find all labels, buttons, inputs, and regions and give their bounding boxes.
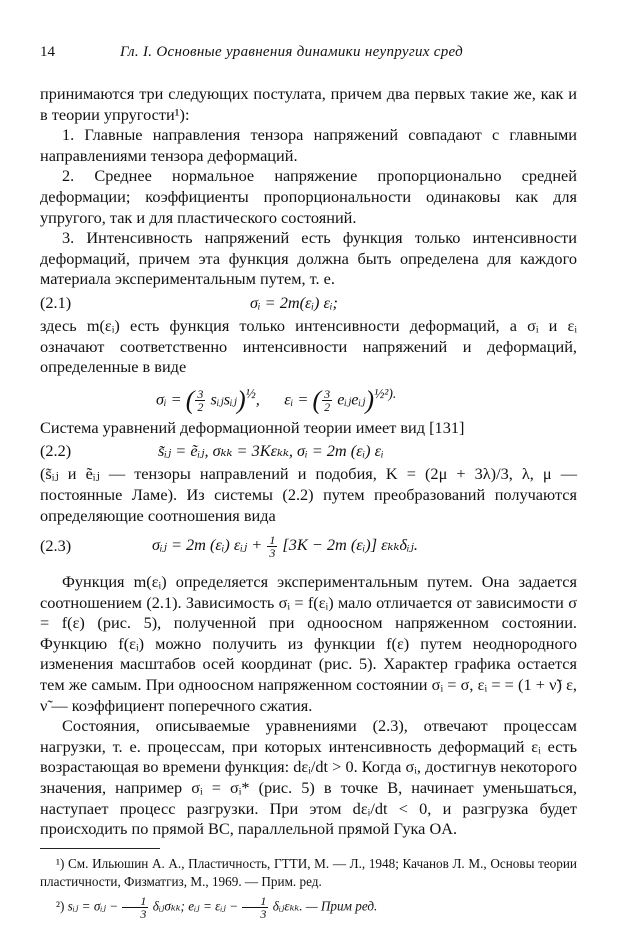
equation-body: σᵢ = 2m(εᵢ) εᵢ;: [250, 292, 338, 312]
running-title: Гл. I. Основные уравнения динамики неупругих сред: [120, 44, 464, 60]
paragraph-definition: здесь m(εᵢ) есть функция только интенсивности деформаций, а σᵢ и εᵢ означают соответственно интенсивности напряжений и деформаций, определенные в виде: [40, 315, 577, 377]
paragraph-loading: Состояния, описываемые уравнениями (2.3), отвечают процессам нагрузки, т. е. процессам, при которых интенсивность деформаций εᵢ есть возрастающая во времени функция: dεᵢ/dt > 0. Когда σᵢ, достигнув некоторого значения, например σᵢ = σᵢ* (рис. 5) в точке B, начинает уменьшаться, наступает процесс разгрузки. При этом dεᵢ/dt < 0, и разгрузка будет происходить по прямой BC, параллельной прямой Гука OA.: [40, 716, 577, 839]
exponent-half: ½: [245, 385, 256, 401]
eps-def-product: eᵢⱼeᵢⱼ: [337, 389, 366, 409]
page-header: [40, 44, 579, 64]
equation-number: (2.2): [40, 441, 72, 461]
footnotes: [40, 855, 577, 920]
equation-number: (2.1): [40, 292, 72, 312]
exponent-half: ½: [374, 385, 385, 401]
footnote-ref-2: ²).: [384, 385, 397, 401]
equation-intensity-definitions: σᵢ = ( $\frac{3}{2}$ sᵢⱼsᵢⱼ)$^{\frac{1}{2}}$, εᵢ = ( $\frac{3}{2}$ eᵢⱼeᵢⱼ)$^{\frac{1}{2}^2).}$: [156, 385, 397, 415]
page-number: 14: [40, 44, 55, 60]
fraction: $\frac{3}{2}$: [197, 386, 204, 414]
postulate-1: 1. Главные направления тензора напряжений совпадают с главными направлениями тензора деформаций.: [40, 125, 577, 165]
fraction: $\frac{1}{3}$: [122, 895, 148, 920]
equation-2-2: [40, 438, 577, 464]
equation-2-3: [40, 526, 577, 566]
eps-def-lhs: εᵢ =: [284, 389, 309, 409]
equation-2-1: [40, 290, 577, 316]
sigma-def-lhs: σᵢ =: [156, 389, 182, 409]
paragraph-intro: принимаются три следующих постулата, причем два первых такие же, как и в теории упругости¹):: [40, 84, 577, 124]
postulate-2: 2. Среднее нормальное напряжение пропорционально средней деформации; коэффициенты пропорциональности одинаковы как для упругого, так и для пластического состояний.: [40, 166, 577, 227]
fraction: $\frac{3}{2}$: [324, 386, 331, 414]
footnote-separator: [40, 848, 160, 849]
sigma-def-product: sᵢⱼsᵢⱼ: [210, 389, 237, 409]
footnote-1: ¹) См. Ильюшин А. А., Пластичность, ГТТИ, М. — Л., 1948; Качанов Л. М., Основы теории пластичности, Физматгиз, М., 1969. — Прим. ред.: [40, 855, 577, 889]
postulate-3: 3. Интенсивность напряжений есть функция только интенсивности деформаций, причем эта функция должна быть определена для каждого материала экспериментальным путем, т. е.: [40, 228, 577, 289]
paragraph-system: Система уравнений деформационной теории имеет вид [131]: [40, 417, 465, 437]
footnote-2: ²) sᵢⱼ = σᵢⱼ − $\frac{1}{3}$ δᵢⱼσₖₖ; eᵢⱼ = εᵢⱼ − $\frac{1}{3}$ δᵢⱼεₖₖ. — Прим ред.: [56, 893, 378, 921]
equation-part-a: σᵢⱼ = 2m (εᵢ) εᵢⱼ +: [152, 535, 263, 555]
main-text: [40, 84, 577, 920]
equation-number: (2.3): [40, 536, 72, 556]
fraction: $\frac{1}{3}$: [269, 533, 276, 561]
footnote-2-label: ²): [56, 898, 65, 914]
paragraph-function-m: Функция m(εᵢ) определяется экспериментальным путем. Она задается соотношением (2.1). Зависимость σᵢ = f(εᵢ) мало отличается от зависимости σ = f(ε) (рис. 5), полученной при одноосном напряженном состоянии. Функцию f(εᵢ) можно получить из функции f(ε) путем неоднородного изменения масштабов осей координат (рис. 5). Характер графика остается тем же самым. При одноосном напряженном состоянии σᵢ = σ, εᵢ = = (1 + ν̃) ε, ν̃ — коэффициент поперечного сжатия.: [40, 572, 577, 715]
fraction: $\frac{1}{3}$: [242, 895, 268, 920]
equation-body: s̃ᵢⱼ = ẽᵢⱼ, σₖₖ = 3Kεₖₖ, σᵢ = 2m (εᵢ) εᵢ: [158, 441, 384, 461]
equation-part-b: [3K − 2m (εᵢ)] εₖₖδᵢⱼ.: [282, 535, 418, 555]
paragraph-tensors: (s̃ᵢⱼ и ẽᵢⱼ — тензоры направлений и подобия, K = (2μ + 3λ)/3, λ, μ — постоянные Ламе). Из системы (2.2) путем преобразований получаются определяющие соотношения вида: [40, 464, 577, 525]
